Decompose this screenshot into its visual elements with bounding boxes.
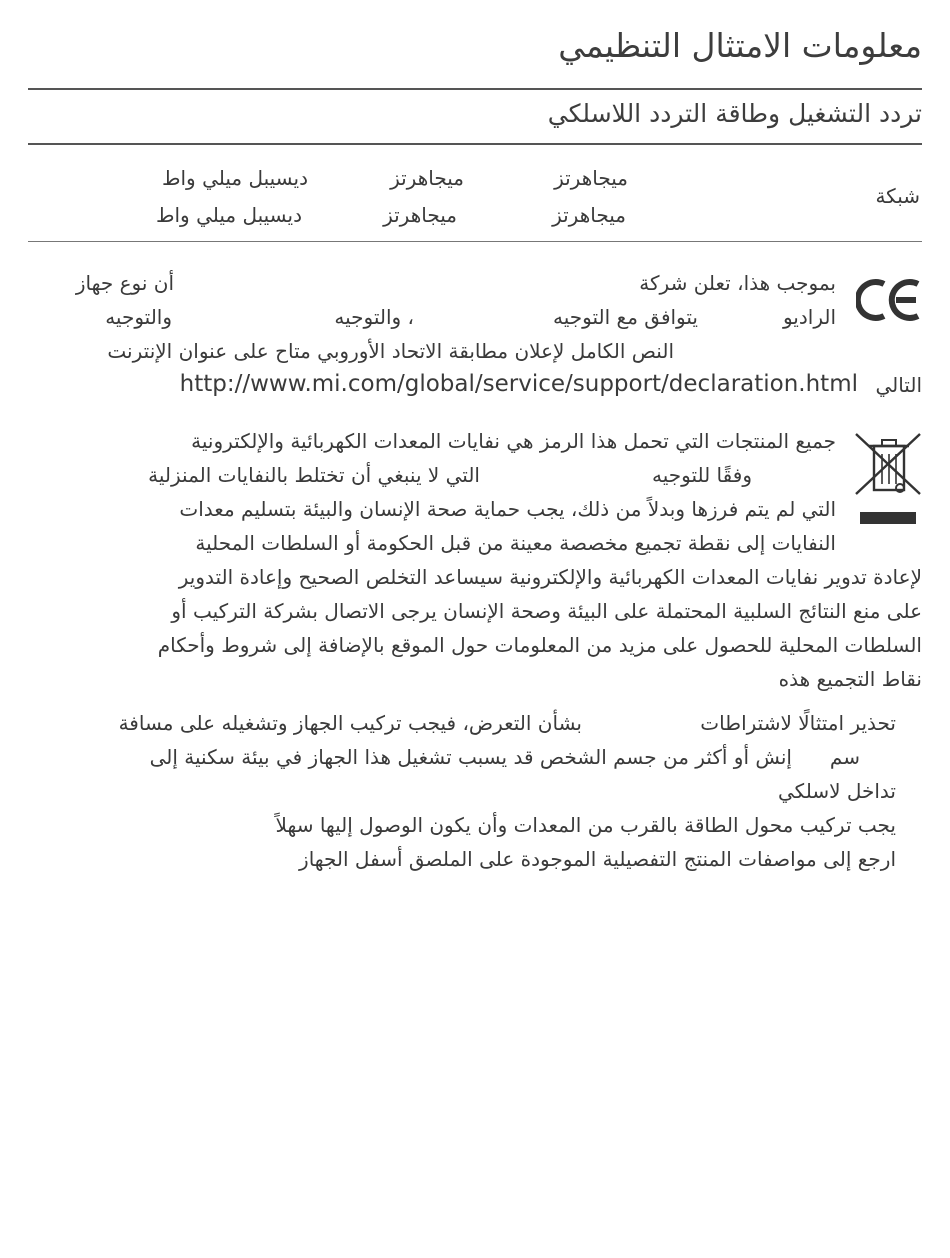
declaration-url-link[interactable]: http://www.mi.com/global/service/support/declaration.html xyxy=(179,371,858,397)
ce-line1-b: أن نوع جهاز xyxy=(75,271,174,295)
warning-line1-b: بشأن التعرض، فيجب تركيب الجهاز وتشغيله على مسافة xyxy=(118,711,582,735)
ce-line2-a: الراديو xyxy=(782,305,836,329)
rf-table-divider xyxy=(28,241,922,242)
rf-heading-divider xyxy=(28,143,922,145)
weee-line8: نقاط التجميع هذه xyxy=(778,667,922,691)
page-title: معلومات الامتثال التنظيمي xyxy=(558,26,922,65)
warning-line4: يجب تركيب محول الطاقة بالقرب من المعدات وأن يكون الوصول إليها سهلاً xyxy=(275,813,896,837)
rf-freq-a-2: ميجاهرتز xyxy=(552,203,626,227)
weee-line1: جميع المنتجات التي تحمل هذا الرمز هي نفايات المعدات الكهربائية والإلكترونية xyxy=(191,429,836,453)
ce-line3: النص الكامل لإعلان مطابقة الاتحاد الأوروبي متاح على عنوان الإنترنت xyxy=(107,339,674,363)
weee-line7: السلطات المحلية للحصول على مزيد من المعلومات حول الموقع بالإضافة إلى شروط وأحكام xyxy=(157,633,922,657)
ce-mark-icon xyxy=(856,276,922,328)
rf-power-1: ديسيبل ميلي واط xyxy=(162,166,308,190)
crossed-bin-icon xyxy=(854,432,922,532)
ce-line2-c: ، والتوجيه xyxy=(334,305,414,329)
rf-freq-b-2: ميجاهرتز xyxy=(383,203,457,227)
rf-power-2: ديسيبل ميلي واط xyxy=(156,203,302,227)
weee-line3: التي لم يتم فرزها وبدلاً من ذلك، يجب حماية صحة الإنسان والبيئة بتسليم معدات xyxy=(179,497,836,521)
ce-line2-b: يتوافق مع التوجيه xyxy=(553,305,698,329)
ce-line4-label: التالي xyxy=(875,373,922,397)
warning-line2-b: إنش أو أكثر من جسم الشخص قد يسبب تشغيل هذا الجهاز في بيئة سكنية إلى xyxy=(149,745,792,769)
rf-row-label: شبكة xyxy=(875,184,920,208)
warning-line3: تداخل لاسلكي xyxy=(778,779,896,803)
ce-line1-a: بموجب هذا، تعلن شركة xyxy=(639,271,836,295)
warning-line2-a: سم xyxy=(829,745,860,769)
weee-line4: النفايات إلى نقطة تجميع مخصصة معينة من قبل الحكومة أو السلطات المحلية xyxy=(195,531,836,555)
weee-line5: لإعادة تدوير نفايات المعدات الكهربائية والإلكترونية سيساعد التخلص الصحيح وإعادة التدوير xyxy=(178,565,922,589)
weee-line2-b: التي لا ينبغي أن تختلط بالنفايات المنزلية xyxy=(148,463,480,487)
rf-freq-b-1: ميجاهرتز xyxy=(390,166,464,190)
warning-line1-a: تحذير امتثالًا لاشتراطات xyxy=(700,711,896,735)
ce-line2-d: والتوجيه xyxy=(105,305,172,329)
title-divider xyxy=(28,88,922,90)
compliance-page xyxy=(28,0,922,1258)
rf-section-heading: تردد التشغيل وطاقة التردد اللاسلكي xyxy=(547,99,922,128)
warning-line5: ارجع إلى مواصفات المنتج التفصيلية الموجودة على الملصق أسفل الجهاز xyxy=(299,847,896,871)
weee-line6: على منع النتائج السلبية المحتملة على البيئة وصحة الإنسان يرجى الاتصال بشركة التركيب أو xyxy=(171,599,922,623)
weee-line2-a: وفقًا للتوجيه xyxy=(652,463,752,487)
rf-freq-a-1: ميجاهرتز xyxy=(554,166,628,190)
